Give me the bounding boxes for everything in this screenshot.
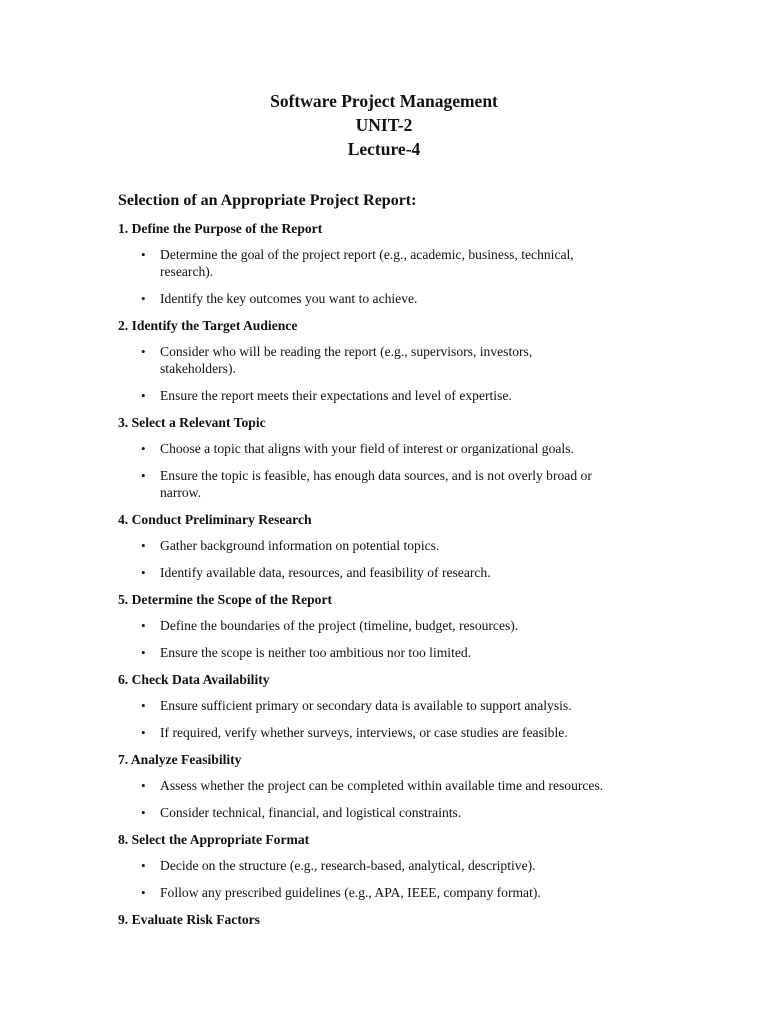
bullet-text: Consider technical, financial, and logistical constraints.	[160, 805, 462, 820]
document-title: Software Project Management	[270, 91, 498, 111]
step-section	[118, 831, 678, 901]
bullet-dot-icon: •	[141, 468, 146, 483]
bullet-list	[118, 440, 678, 501]
step-heading: 3. Select a Relevant Topic	[118, 415, 266, 430]
bullet-list	[118, 617, 678, 661]
steps-list	[118, 220, 678, 929]
bullet-item	[118, 290, 610, 307]
step-section	[118, 751, 678, 821]
bullet-text: Follow any prescribed guidelines (e.g., APA, IEEE, company format).	[160, 885, 541, 900]
bullet-dot-icon: •	[141, 247, 146, 262]
bullet-item	[118, 857, 610, 874]
bullet-item	[118, 724, 610, 741]
step-heading: 7. Analyze Feasibility	[118, 752, 242, 767]
bullet-dot-icon: •	[141, 725, 146, 740]
bullet-text: Gather background information on potential topics.	[160, 538, 440, 553]
bullet-item	[118, 537, 610, 554]
bullet-item	[118, 564, 610, 581]
bullet-dot-icon: •	[141, 645, 146, 660]
lecture-label: Lecture-4	[347, 139, 421, 159]
step-section	[118, 671, 678, 741]
bullet-item	[118, 884, 610, 901]
step-heading: 2. Identify the Target Audience	[118, 318, 298, 333]
bullet-dot-icon: •	[141, 441, 146, 456]
step-heading: 6. Check Data Availability	[118, 672, 270, 687]
bullet-text: Ensure the report meets their expectations and level of expertise.	[160, 388, 512, 403]
bullet-list	[118, 697, 678, 741]
document-header	[0, 89, 768, 161]
bullet-dot-icon: •	[141, 778, 146, 793]
step-section	[118, 511, 678, 581]
bullet-dot-icon: •	[141, 805, 146, 820]
bullet-text: Ensure the scope is neither too ambitious nor too limited.	[160, 645, 472, 660]
section-title: Selection of an Appropriate Project Report:	[118, 192, 417, 209]
bullet-text: If required, verify whether surveys, interviews, or case studies are feasible.	[160, 725, 568, 740]
bullet-dot-icon: •	[141, 344, 146, 359]
step-heading: 5. Determine the Scope of the Report	[118, 592, 333, 607]
step-heading: 9. Evaluate Risk Factors	[118, 912, 260, 927]
bullet-text: Ensure the topic is feasible, has enough data sources, and is not overly broad or narrow.	[160, 468, 592, 500]
bullet-item	[118, 697, 610, 714]
bullet-dot-icon: •	[141, 565, 146, 580]
bullet-text: Determine the goal of the project report (e.g., academic, business, technical, research).	[160, 247, 574, 279]
bullet-list	[118, 857, 678, 901]
step-heading: 1. Define the Purpose of the Report	[118, 221, 323, 236]
bullet-text: Identify available data, resources, and feasibility of research.	[160, 565, 491, 580]
step-heading: 8. Select the Appropriate Format	[118, 832, 310, 847]
bullet-item	[118, 777, 610, 794]
bullet-list	[118, 537, 678, 581]
step-heading: 4. Conduct Preliminary Research	[118, 512, 312, 527]
bullet-text: Decide on the structure (e.g., research-based, analytical, descriptive).	[160, 858, 536, 873]
document-body	[118, 191, 678, 937]
bullet-item	[118, 617, 610, 634]
bullet-list	[118, 343, 678, 404]
bullet-text: Consider who will be reading the report (e.g., supervisors, investors, stakeholders).	[160, 344, 533, 376]
bullet-item	[118, 467, 610, 501]
bullet-item	[118, 387, 610, 404]
step-section	[118, 317, 678, 404]
bullet-item	[118, 804, 610, 821]
bullet-dot-icon: •	[141, 885, 146, 900]
step-section	[118, 911, 678, 929]
step-section	[118, 414, 678, 501]
step-section	[118, 591, 678, 661]
unit-label: UNIT-2	[355, 115, 413, 135]
bullet-text: Choose a topic that aligns with your field of interest or organizational goals.	[160, 441, 574, 456]
bullet-item	[118, 644, 610, 661]
bullet-item	[118, 343, 610, 377]
bullet-list	[118, 246, 678, 307]
bullet-text: Ensure sufficient primary or secondary data is available to support analysis.	[160, 698, 572, 713]
bullet-dot-icon: •	[141, 618, 146, 633]
bullet-list	[118, 777, 678, 821]
bullet-dot-icon: •	[141, 388, 146, 403]
bullet-item	[118, 246, 610, 280]
bullet-text: Identify the key outcomes you want to achieve.	[160, 291, 418, 306]
bullet-dot-icon: •	[141, 291, 146, 306]
bullet-dot-icon: •	[141, 698, 146, 713]
step-section	[118, 220, 678, 307]
bullet-dot-icon: •	[141, 538, 146, 553]
bullet-text: Assess whether the project can be completed within available time and resources.	[160, 778, 604, 793]
bullet-text: Define the boundaries of the project (timeline, budget, resources).	[160, 618, 519, 633]
bullet-item	[118, 440, 610, 457]
bullet-dot-icon: •	[141, 858, 146, 873]
